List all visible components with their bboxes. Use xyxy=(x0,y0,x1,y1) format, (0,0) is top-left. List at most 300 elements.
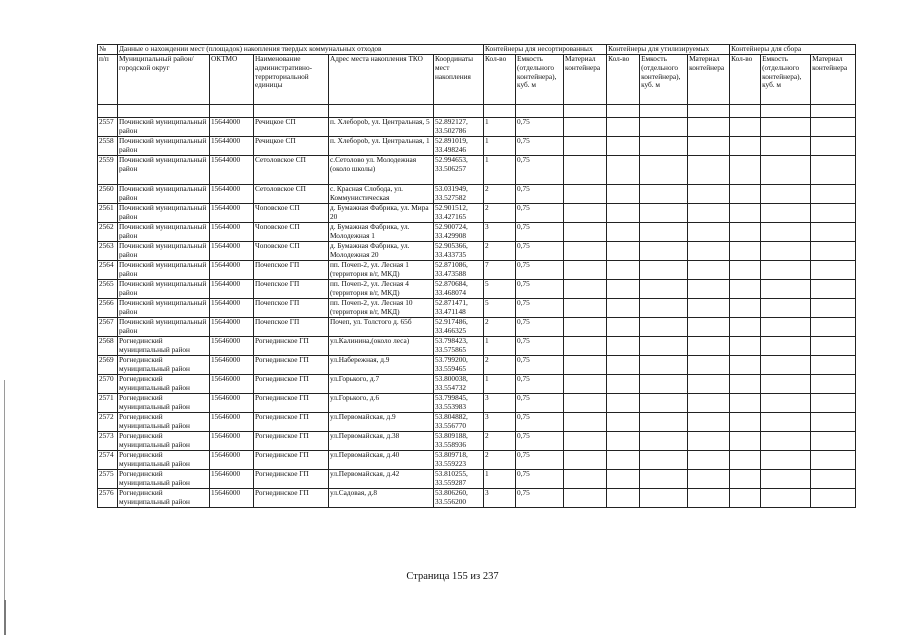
cell-empty xyxy=(640,299,688,318)
cell-count: 2 xyxy=(484,356,516,375)
cell-unit: Чоповское СП xyxy=(254,223,329,242)
column-header: Координаты мест накопления xyxy=(434,55,484,105)
table-row xyxy=(98,280,856,299)
cell-empty xyxy=(761,413,811,432)
cell-empty xyxy=(688,156,730,185)
spacer-cell xyxy=(254,105,329,118)
cell-unit: Сетоловское СП xyxy=(254,156,329,185)
cell-num: 2560 xyxy=(98,185,118,204)
table-row xyxy=(98,185,856,204)
cell-empty xyxy=(730,489,761,508)
cell-empty xyxy=(761,299,811,318)
cell-num: 2571 xyxy=(98,394,118,413)
column-header: Материал контейнера xyxy=(811,55,856,105)
cell-empty xyxy=(640,204,688,223)
cell-empty xyxy=(607,204,640,223)
cell-district: Починский муниципальный район xyxy=(118,318,210,337)
cell-empty xyxy=(564,470,607,489)
cell-volume: 0,75 xyxy=(516,451,564,470)
cell-coords: 53.810255, 33.559287 xyxy=(434,470,484,489)
cell-volume: 0,75 xyxy=(516,356,564,375)
cell-empty xyxy=(811,137,856,156)
cell-empty xyxy=(761,432,811,451)
cell-empty xyxy=(730,118,761,137)
cell-oktmo: 15644000 xyxy=(210,118,254,137)
cell-empty xyxy=(730,413,761,432)
cell-empty xyxy=(811,185,856,204)
cell-empty xyxy=(640,280,688,299)
cell-volume: 0,75 xyxy=(516,299,564,318)
cell-empty xyxy=(688,394,730,413)
cell-num: 2574 xyxy=(98,451,118,470)
cell-volume: 0,75 xyxy=(516,280,564,299)
cell-unit: Почепское ГП xyxy=(254,299,329,318)
column-header: Кол-во xyxy=(607,55,640,105)
cell-oktmo: 15646000 xyxy=(210,356,254,375)
cell-oktmo: 15644000 xyxy=(210,299,254,318)
cell-empty xyxy=(811,337,856,356)
cell-empty xyxy=(730,223,761,242)
spacer-cell xyxy=(516,105,564,118)
cell-unit: Рогнединское ГП xyxy=(254,413,329,432)
cell-coords: 53.804882, 33.556770 xyxy=(434,413,484,432)
cell-empty xyxy=(607,470,640,489)
cell-volume: 0,75 xyxy=(516,375,564,394)
cell-coords: 52.901512, 33.427165 xyxy=(434,204,484,223)
header-group-unsorted: Контейнеры для несортированных xyxy=(484,45,607,55)
cell-num: 2558 xyxy=(98,137,118,156)
cell-count: 2 xyxy=(484,432,516,451)
cell-volume: 0,75 xyxy=(516,137,564,156)
cell-empty xyxy=(761,223,811,242)
cell-coords: 52.892127, 33.502786 xyxy=(434,118,484,137)
cell-empty xyxy=(688,375,730,394)
cell-empty xyxy=(607,394,640,413)
cell-empty xyxy=(564,394,607,413)
cell-empty xyxy=(564,432,607,451)
cell-empty xyxy=(761,394,811,413)
cell-empty xyxy=(730,451,761,470)
table-row xyxy=(98,156,856,185)
cell-district: Починский муниципальный район xyxy=(118,299,210,318)
cell-oktmo: 15646000 xyxy=(210,432,254,451)
table-row xyxy=(98,299,856,318)
page-number: Страница 155 из 237 xyxy=(406,571,499,582)
cell-empty xyxy=(564,242,607,261)
cell-empty xyxy=(688,432,730,451)
table-row xyxy=(98,137,856,156)
cell-empty xyxy=(688,118,730,137)
cell-coords: 52.905366, 33.433735 xyxy=(434,242,484,261)
cell-district: Рогнединский муниципальный район xyxy=(118,337,210,356)
cell-num: 2570 xyxy=(98,375,118,394)
table-row xyxy=(98,432,856,451)
cell-num: 2565 xyxy=(98,280,118,299)
cell-empty xyxy=(607,137,640,156)
cell-empty xyxy=(640,318,688,337)
cell-empty xyxy=(761,489,811,508)
cell-count: 2 xyxy=(484,185,516,204)
column-header: Материал контейнера xyxy=(564,55,607,105)
cell-district: Рогнединский муниципальный район xyxy=(118,489,210,508)
table-row xyxy=(98,375,856,394)
cell-count: 1 xyxy=(484,375,516,394)
cell-empty xyxy=(730,318,761,337)
header-group-collect: Контейнеры для сбора xyxy=(730,45,856,55)
table-row xyxy=(98,337,856,356)
spacer-cell xyxy=(688,105,730,118)
cell-num: 2567 xyxy=(98,318,118,337)
cell-unit: Рогнединское ГП xyxy=(254,432,329,451)
cell-empty xyxy=(564,451,607,470)
cell-volume: 0,75 xyxy=(516,261,564,280)
cell-empty xyxy=(688,261,730,280)
table-row xyxy=(98,489,856,508)
cell-empty xyxy=(761,337,811,356)
cell-empty xyxy=(564,156,607,185)
cell-num: 2562 xyxy=(98,223,118,242)
cell-empty xyxy=(811,261,856,280)
column-header: Емкость (отдельного контейнера), куб. м xyxy=(640,55,688,105)
cell-num: 2573 xyxy=(98,432,118,451)
table-row xyxy=(98,318,856,337)
cell-empty xyxy=(730,470,761,489)
column-header: Кол-во xyxy=(730,55,761,105)
cell-oktmo: 15644000 xyxy=(210,242,254,261)
cell-empty xyxy=(564,489,607,508)
table-row xyxy=(98,242,856,261)
cell-empty xyxy=(607,242,640,261)
table-row xyxy=(98,470,856,489)
cell-empty xyxy=(811,299,856,318)
cell-empty xyxy=(811,375,856,394)
cell-oktmo: 15644000 xyxy=(210,280,254,299)
cell-empty xyxy=(811,118,856,137)
cell-district: Починский муниципальный район xyxy=(118,185,210,204)
cell-unit: Рогнединское ГП xyxy=(254,375,329,394)
cell-empty xyxy=(688,299,730,318)
cell-address: ул.Первомайская, д.40 xyxy=(329,451,434,470)
cell-empty xyxy=(640,137,688,156)
cell-empty xyxy=(640,337,688,356)
cell-unit: Рогнединское ГП xyxy=(254,356,329,375)
cell-empty xyxy=(688,185,730,204)
cell-empty xyxy=(811,356,856,375)
cell-empty xyxy=(607,337,640,356)
cell-address: ул.Первомайская, д.42 xyxy=(329,470,434,489)
cell-coords: 53.799845, 33.553983 xyxy=(434,394,484,413)
table-row xyxy=(98,394,856,413)
cell-volume: 0,75 xyxy=(516,156,564,185)
table-row xyxy=(98,413,856,432)
cell-empty xyxy=(640,223,688,242)
cell-unit: Рогнединское ГП xyxy=(254,470,329,489)
cell-empty xyxy=(730,204,761,223)
cell-coords: 52.994653, 33.506257 xyxy=(434,156,484,185)
table-row xyxy=(98,223,856,242)
cell-volume: 0,75 xyxy=(516,394,564,413)
cell-empty xyxy=(564,413,607,432)
table-row xyxy=(98,261,856,280)
cell-unit: Чоповское СП xyxy=(254,242,329,261)
cell-empty xyxy=(564,375,607,394)
cell-count: 2 xyxy=(484,204,516,223)
cell-empty xyxy=(811,470,856,489)
cell-empty xyxy=(761,156,811,185)
column-header: Емкость (отдельного контейнера), куб. м xyxy=(516,55,564,105)
cell-district: Рогнединский муниципальный район xyxy=(118,375,210,394)
cell-unit: Речицкое СП xyxy=(254,137,329,156)
cell-count: 3 xyxy=(484,489,516,508)
cell-empty xyxy=(607,413,640,432)
cell-oktmo: 15644000 xyxy=(210,223,254,242)
cell-oktmo: 15646000 xyxy=(210,470,254,489)
cell-empty xyxy=(688,204,730,223)
cell-count: 1 xyxy=(484,137,516,156)
cell-count: 3 xyxy=(484,413,516,432)
cell-empty xyxy=(607,118,640,137)
cell-address: ул.Набережная, д.9 xyxy=(329,356,434,375)
cell-empty xyxy=(640,413,688,432)
cell-district: Починский муниципальный район xyxy=(118,204,210,223)
cell-coords: 52.871086, 33.473588 xyxy=(434,261,484,280)
header-group-recycle: Контейнеры для утилизируемых xyxy=(607,45,730,55)
cell-num: 2563 xyxy=(98,242,118,261)
cell-address: п. Хлеборob, ул. Центральная, 1 xyxy=(329,137,434,156)
column-header: Кол-во xyxy=(484,55,516,105)
cell-district: Рогнединский муниципальный район xyxy=(118,470,210,489)
cell-count: 3 xyxy=(484,223,516,242)
cell-num: 2561 xyxy=(98,204,118,223)
cell-address: пп. Почеп-2, ул. Лесная 1 (территория в/г, МКД) xyxy=(329,261,434,280)
cell-oktmo: 15646000 xyxy=(210,451,254,470)
cell-unit: Сетоловское СП xyxy=(254,185,329,204)
cell-empty xyxy=(564,299,607,318)
cell-coords: 52.917486, 33.466325 xyxy=(434,318,484,337)
cell-empty xyxy=(564,204,607,223)
table-row xyxy=(98,356,856,375)
cell-empty xyxy=(607,489,640,508)
cell-empty xyxy=(640,394,688,413)
cell-empty xyxy=(761,118,811,137)
cell-empty xyxy=(811,318,856,337)
spacer-cell xyxy=(98,105,118,118)
scan-edge-mark xyxy=(4,600,6,635)
cell-unit: Рогнединское ГП xyxy=(254,337,329,356)
cell-oktmo: 15646000 xyxy=(210,394,254,413)
cell-coords: 53.799200, 33.559465 xyxy=(434,356,484,375)
cell-empty xyxy=(564,118,607,137)
cell-empty xyxy=(761,470,811,489)
cell-empty xyxy=(640,185,688,204)
cell-count: 1 xyxy=(484,337,516,356)
cell-volume: 0,75 xyxy=(516,204,564,223)
spacer-cell xyxy=(210,105,254,118)
cell-empty xyxy=(688,356,730,375)
cell-coords: 52.871471, 33.471148 xyxy=(434,299,484,318)
column-header: Емкость (отдельного контейнера), куб. м xyxy=(761,55,811,105)
cell-empty xyxy=(688,318,730,337)
cell-empty xyxy=(640,356,688,375)
cell-empty xyxy=(640,432,688,451)
cell-empty xyxy=(730,261,761,280)
cell-empty xyxy=(730,394,761,413)
cell-empty xyxy=(564,223,607,242)
spacer-cell xyxy=(434,105,484,118)
cell-district: Починский муниципальный район xyxy=(118,223,210,242)
cell-empty xyxy=(730,280,761,299)
cell-empty xyxy=(730,242,761,261)
header-spacer-row xyxy=(98,105,856,118)
cell-district: Починский муниципальный район xyxy=(118,137,210,156)
cell-empty xyxy=(688,223,730,242)
cell-num: 2576 xyxy=(98,489,118,508)
cell-count: 1 xyxy=(484,118,516,137)
cell-empty xyxy=(761,204,811,223)
cell-address: с.Сетолово ул. Молодежная (около школы) xyxy=(329,156,434,185)
cell-empty xyxy=(564,137,607,156)
cell-empty xyxy=(640,242,688,261)
cell-empty xyxy=(761,280,811,299)
cell-oktmo: 15644000 xyxy=(210,261,254,280)
cell-oktmo: 15646000 xyxy=(210,337,254,356)
header-group-main: Данные о нахождении мест (площадок) накопления твердых коммунальных отходов xyxy=(118,45,484,55)
cell-volume: 0,75 xyxy=(516,489,564,508)
cell-district: Рогнединский муниципальный район xyxy=(118,432,210,451)
spacer-cell xyxy=(607,105,640,118)
cell-volume: 0,75 xyxy=(516,185,564,204)
column-header: Адрес места накопления ТКО xyxy=(329,55,434,105)
cell-address: ул.Первомайская, д.38 xyxy=(329,432,434,451)
cell-oktmo: 15644000 xyxy=(210,137,254,156)
cell-empty xyxy=(761,318,811,337)
cell-empty xyxy=(730,337,761,356)
cell-empty xyxy=(564,185,607,204)
cell-empty xyxy=(761,356,811,375)
cell-empty xyxy=(730,137,761,156)
cell-district: Рогнединский муниципальный район xyxy=(118,451,210,470)
cell-district: Починский муниципальный район xyxy=(118,118,210,137)
cell-empty xyxy=(730,432,761,451)
cell-empty xyxy=(688,451,730,470)
cell-num: 2572 xyxy=(98,413,118,432)
cell-address: ул.Первомайская, д.9 xyxy=(329,413,434,432)
cell-empty xyxy=(640,156,688,185)
cell-volume: 0,75 xyxy=(516,223,564,242)
cell-empty xyxy=(688,470,730,489)
cell-empty xyxy=(730,375,761,394)
cell-empty xyxy=(811,432,856,451)
cell-address: ул.Горького, д.7 xyxy=(329,375,434,394)
cell-empty xyxy=(730,156,761,185)
column-header: п/п xyxy=(98,55,118,105)
cell-district: Рогнединский муниципальный район xyxy=(118,356,210,375)
cell-empty xyxy=(607,375,640,394)
cell-empty xyxy=(811,280,856,299)
cell-district: Починский муниципальный район xyxy=(118,261,210,280)
cell-volume: 0,75 xyxy=(516,432,564,451)
cell-empty xyxy=(761,137,811,156)
cell-oktmo: 15644000 xyxy=(210,185,254,204)
cell-unit: Рогнединское ГП xyxy=(254,489,329,508)
cell-empty xyxy=(761,185,811,204)
cell-count: 2 xyxy=(484,242,516,261)
cell-oktmo: 15644000 xyxy=(210,204,254,223)
cell-empty xyxy=(607,261,640,280)
cell-empty xyxy=(688,413,730,432)
header-group-row xyxy=(98,45,856,55)
cell-empty xyxy=(811,156,856,185)
cell-count: 5 xyxy=(484,299,516,318)
cell-address: п. Хлеборob, ул. Центральная, 5 xyxy=(329,118,434,137)
cell-district: Починский муниципальный район xyxy=(118,242,210,261)
cell-address: ул.Горького, д.6 xyxy=(329,394,434,413)
cell-empty xyxy=(607,223,640,242)
table-row xyxy=(98,118,856,137)
cell-empty xyxy=(640,118,688,137)
cell-empty xyxy=(688,242,730,261)
cell-empty xyxy=(564,318,607,337)
spacer-cell xyxy=(640,105,688,118)
cell-unit: Чоповское СП xyxy=(254,204,329,223)
cell-oktmo: 15644000 xyxy=(210,318,254,337)
spacer-cell xyxy=(484,105,516,118)
cell-num: 2568 xyxy=(98,337,118,356)
cell-empty xyxy=(607,280,640,299)
spacer-cell xyxy=(761,105,811,118)
cell-coords: 52.870684, 33.468074 xyxy=(434,280,484,299)
cell-empty xyxy=(688,137,730,156)
cell-volume: 0,75 xyxy=(516,118,564,137)
waste-sites-table xyxy=(97,44,856,508)
cell-oktmo: 15646000 xyxy=(210,375,254,394)
cell-unit: Почепское ГП xyxy=(254,318,329,337)
cell-address: пп. Почеп-2, ул. Лесная 4 (территория в/г, МКД) xyxy=(329,280,434,299)
cell-empty xyxy=(811,413,856,432)
column-header: Материал контейнера xyxy=(688,55,730,105)
cell-count: 3 xyxy=(484,394,516,413)
cell-address: д. Бумажная Фабрика, ул. Молодежная 1 xyxy=(329,223,434,242)
header-columns-row xyxy=(98,55,856,105)
cell-num: 2566 xyxy=(98,299,118,318)
cell-num: 2569 xyxy=(98,356,118,375)
cell-empty xyxy=(730,185,761,204)
cell-count: 5 xyxy=(484,280,516,299)
header-num-top: № xyxy=(98,45,118,55)
spacer-cell xyxy=(730,105,761,118)
cell-unit: Почепское ГП xyxy=(254,261,329,280)
cell-empty xyxy=(607,451,640,470)
cell-volume: 0,75 xyxy=(516,470,564,489)
spacer-cell xyxy=(564,105,607,118)
cell-empty xyxy=(640,375,688,394)
column-header: ОКТМО xyxy=(210,55,254,105)
cell-num: 2564 xyxy=(98,261,118,280)
cell-empty xyxy=(640,261,688,280)
cell-empty xyxy=(640,470,688,489)
cell-empty xyxy=(688,280,730,299)
cell-volume: 0,75 xyxy=(516,337,564,356)
cell-coords: 53.806260, 33.556200 xyxy=(434,489,484,508)
cell-coords: 53.800038, 33.554732 xyxy=(434,375,484,394)
cell-empty xyxy=(761,261,811,280)
cell-empty xyxy=(607,156,640,185)
cell-district: Рогнединский муниципальный район xyxy=(118,413,210,432)
cell-address: ул.Садовая, д.8 xyxy=(329,489,434,508)
cell-empty xyxy=(761,242,811,261)
cell-coords: 53.031949, 33.527582 xyxy=(434,185,484,204)
cell-oktmo: 15646000 xyxy=(210,413,254,432)
